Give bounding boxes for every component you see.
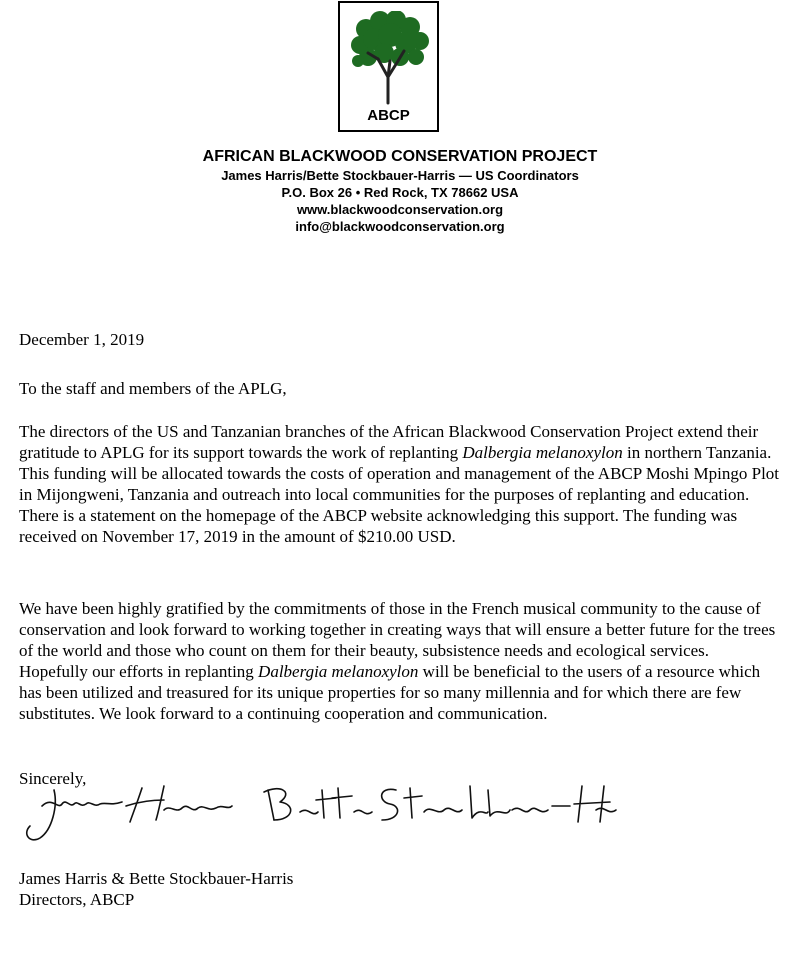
paragraph-1-part-2: in northern Tanzania. This funding will be allocated towards the costs of operation and management of the ABCP Moshi Mpingo Plot in Mijongweni, Tanzania and outreach into local communities for the purposes of replanting and education. There is a statement on the homepage of the ABCP website acknowledging this support. The funding was received on November 17, 2019 in the amount of $210.00 USD. xyxy=(19,443,780,546)
coordinators-line: James Harris/Bette Stockbauer-Harris — US Coordinators xyxy=(221,168,579,183)
paragraph-1-part-1: The directors of the US and Tanzanian branches of the African Blackwood Conservation Project extend their gratitude to APLG for its support towards the work of replanting xyxy=(19,422,759,462)
paragraph-2 xyxy=(19,598,781,724)
closing: Sincerely, xyxy=(19,769,87,788)
letterhead xyxy=(0,147,800,235)
signatory-block xyxy=(19,868,781,910)
paragraph-2-part-1: We have been highly gratified by the commitments of those in the French musical community to the cause of conservation and look forward to working together in creating ways that will ensure a better future for the trees of the world and those who count on them for their beauty, subsistence needs and ecological services. Hopefully our efforts in replanting xyxy=(19,599,776,681)
letter-date: December 1, 2019 xyxy=(19,330,145,349)
logo-text: ABCP xyxy=(367,107,410,124)
tree-icon xyxy=(348,11,432,105)
paragraph-2-part-2: will be beneficial to the users of a resource which has been utilized and treasured for its unique properties for so many millennia and for which there are few substitutes. We look forward to a continuing cooperation and communication. xyxy=(19,662,761,723)
address-line: P.O. Box 26 • Red Rock, TX 78662 USA xyxy=(281,185,519,200)
abcp-logo xyxy=(338,1,439,132)
species-name: Dalbergia melanoxylon xyxy=(462,443,623,462)
org-name: AFRICAN BLACKWOOD CONSERVATION PROJECT xyxy=(202,148,598,165)
signatory-names: James Harris & Bette Stockbauer-Harris xyxy=(19,869,294,888)
species-name: Dalbergia melanoxylon xyxy=(258,662,419,681)
website-line: www.blackwoodconservation.org xyxy=(296,202,504,217)
salutation: To the staff and members of the APLG, xyxy=(19,379,287,398)
signatory-title: Directors, ABCP xyxy=(19,890,135,909)
paragraph-1 xyxy=(19,421,781,547)
handwritten-signatures xyxy=(18,776,618,848)
email-line: info@blackwoodconservation.org xyxy=(295,219,505,234)
